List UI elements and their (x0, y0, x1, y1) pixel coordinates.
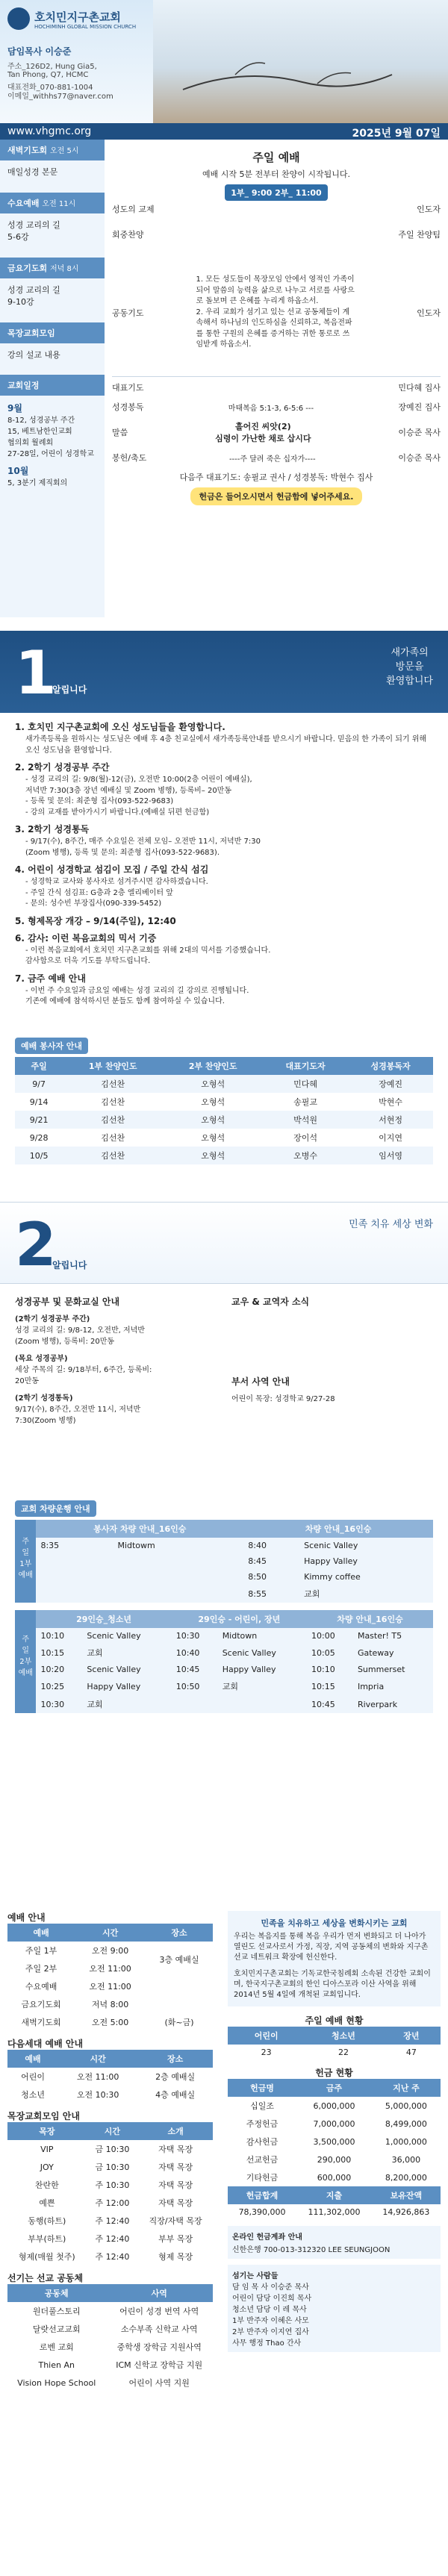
title-bar (0, 123, 448, 140)
mission-title: 선기는 선교 공동체 (7, 2273, 84, 2283)
worship-row: 공동기도 1. 모든 성도들이 목장모임 안에서 영적인 가족이 되어 말씀의 능력을 삶으로 나누고 서로를 사랑으로 돌보며 큰 은혜를 누리게 하옵소서. 2. 우리 교회가 섬기고 있는 선교 공동체들이 계속해서 하나님의 인도하심을 신뢰하고, 복음전파를 통한 구원의 은혜를 증거하는 귀한 통로로 쓰임받게 하옵소서. 인도자 (112, 249, 441, 376)
table-row: 10:15 교회 10:40 Scenic Valley 10:05 Gateway (40, 1647, 394, 1658)
news1-item-head: 7. 금주 예배 안내 (15, 973, 86, 984)
staff-title: 섬기는 사람들 (232, 2272, 279, 2280)
offer-title: 헌금 현황 (315, 2068, 353, 2078)
worship-rows (112, 203, 441, 505)
table-row: 10:25 Happy Valley 10:50 교회 10:15 Impria (40, 1681, 385, 1691)
dept-body: 어린이 목장: 성경학교 9/27-28 (231, 1395, 335, 1403)
schedule-title: 예배 봉사자 안내 (15, 1038, 88, 1054)
fri-body: 성경 교리의 길 9-10강 (7, 284, 60, 307)
staff-item: 어린이 담당 이진희 목사 (232, 2295, 312, 2303)
table-row: 23 22 47 (261, 2048, 417, 2057)
next-table: 예배 시간 장소 어린이 오전 11:00 2층 예배실 청소년 오전 10:30 4층 예배실 (7, 2050, 213, 2103)
news1-item-head: 2. 2학기 성경공부 주간 (15, 762, 110, 773)
account-title: 온라인 헌금계좌 안내 (232, 2233, 302, 2242)
common-prayer-text: 1. 모든 성도들이 목장모임 안에서 영적인 가족이 되어 말씀의 능력을 삶으로 나누고 서로를 사랑으로 돌보며 큰 은혜를 누리게 하옵소서. 2. 우리 교회가 섬기고 있는 선교 공동체들이 계속해서 하나님의 인도하심을 신뢰하고, 복음전파를 통한 구원의 은혜를 증거하는 귀한 통로로 쓰임받게 하옵소서. (196, 275, 355, 349)
bottom-right (228, 1911, 441, 2352)
vision-title: 민족을 치유하고 세상을 변화시키는 교회 (261, 1918, 408, 1928)
table-row: JOY 금 10:30 자택 목장 (40, 2162, 193, 2172)
table-row: 8:55 교회 (248, 1588, 320, 1599)
worship-row: 봉헌/축도 ----주 달려 죽은 십자가---- 이승준 목사 (112, 453, 441, 464)
meeting-title: 예배 안내 (7, 1912, 46, 1923)
table-row: 주일 2부 오전 11:00 (25, 1964, 131, 1974)
worship-row: 대표기도 민다혜 집사 (112, 383, 441, 393)
staff-box (228, 2265, 441, 2352)
shepherd-body: 강의 설교 내용 (7, 349, 60, 360)
table-row: 십일조 6,000,000 5,000,000 (250, 2101, 427, 2111)
calendar-month2-items: 5, 3분기 제직회의 (7, 479, 68, 487)
table-row: 10/5 김선찬 오형석 오병수 임서영 (15, 1147, 433, 1164)
table-row: 78,390,000 111,302,000 14,926,863 (238, 2207, 430, 2217)
website-link[interactable]: www.vhgmc.org (7, 125, 92, 137)
church-name: 호치민지구촌교회 (34, 10, 121, 24)
header (0, 0, 448, 123)
study-item-head: (2학기 성경공부 주간) (15, 1315, 90, 1323)
worship-row: 말씀 흘어진 씨앗(2) 심령이 가난한 채로 삽시다 이승준 목사 (112, 422, 441, 443)
table-row: 10:30 교회 10:45 Riverpark (40, 1699, 398, 1709)
serving-schedule (15, 1038, 433, 1164)
table-row: 원더풀스토리 어린이 성경 번역 사역 (32, 2307, 199, 2316)
news2-number: 2 (15, 1210, 57, 1279)
table-row: 청소년 오전 10:30 4층 예배실 (21, 2090, 196, 2100)
table-row: 9/7 김선찬 오형석 민다혜 장예진 (15, 1075, 433, 1093)
table-row: 찬란한 주 10:30 자택 목장 (34, 2180, 193, 2190)
news1-item-head: 4. 어린이 성경학교 섬김이 모집 / 주일 간식 섬김 (15, 864, 209, 875)
news1-items (15, 720, 433, 1012)
news1-label: 알립니다 (52, 684, 87, 695)
staff-item: 사무 행정 Thao 간사 (232, 2339, 302, 2348)
vision-box (228, 1911, 441, 2006)
staff-item: 담 임 목 사 이승준 목사 (232, 2283, 309, 2292)
study-item-body: 세상 주목의 길: 9/18부터, 6주간, 등록비: 20만동 (15, 1366, 152, 1385)
shepherd-table: 목장 시간 소개 VIP 금 10:30 자택 목장 JOY 금 10:30 자택 목장 찬란한 주 10:30 자택 목장 예쁜 주 12:00 자택 목장 동행(하트) 주 12:40 직장/자택 목장 부부(하트) 주 12:40 부부 목장 형제(매월 첫주) 주 12:40 형제 목장 (7, 2122, 213, 2265)
table-row: 수요예배 오전 11:00 (25, 1982, 131, 1992)
next-week-note: 다음주 대표기도: 송필교 권사 / 성경봉독: 박현수 집사 (179, 473, 373, 482)
van-table: 봉사자 차량 안내_16인승 차량 안내_16인승 8:35 Midtowm 8:40 Scenic Valley 8:45 Happy Valley 8:50 Kimmy coffee 8:55 교회 (36, 1520, 433, 1603)
study-item-head: (2학기 성경통독) (15, 1394, 73, 1403)
news2-side-title: 민족 치유 세상 변화 (349, 1219, 433, 1230)
table-row: 기타헌금 600,000 8,200,000 (246, 2172, 427, 2183)
news1-item-head: 3. 2학기 성경통독 (15, 824, 90, 835)
table-row: 금요기도회 저녁 8:00 (21, 2000, 129, 2009)
fri-title: 금요기도회 저녁 8시 (0, 258, 105, 278)
study-item-body: 성경 교리의 길: 9/8-12, 오전반, 저녁반 (Zoom 병행), 등록비: 20만동 (15, 1326, 145, 1346)
tree-branch-icon (153, 0, 448, 123)
church-email: 이메일_withhs77@naver.com (7, 93, 113, 101)
news1-item-head: 5. 형제목장 개강 – 9/14(주일), 12:40 (15, 915, 176, 926)
church-name-en: HOCHIMINH GLOBAL MISSION CHURCH (34, 24, 137, 30)
news1-number: 1 (15, 638, 57, 708)
table-row: 10:10 Scenic Valley 10:30 Midtown 10:00 Master! T5 (40, 1631, 402, 1641)
study-title: 성경공부 및 문화교실 안내 (15, 1297, 120, 1307)
news2-banner (0, 1202, 448, 1284)
news1-item-body: - 성경학교 교사와 봉사자로 섬겨주시면 감사하겠습니다. - 주일 간식 섬김표: G층과 2층 엘리베이터 앞 - 문의: 성수빈 부장집사(090-339-5452) (25, 878, 208, 908)
table-row: 9/21 김선찬 오형석 박석원 서현정 (15, 1111, 433, 1129)
table-row: 새벽기도회 오전 5:00 (화~금) (21, 2018, 194, 2027)
bulletin-date: 2025년 9월 07일 (352, 128, 441, 140)
account-number: 신한은행 700-013-312320 LEE SEUNGJOON (232, 2246, 391, 2254)
offering-note: 헌금은 들어오시면서 헌금함에 넣어주세요. (190, 487, 363, 505)
table-row: 달랏선교교회 소수부족 신학교 사역 (32, 2324, 198, 2334)
table-row: 형제(매월 첫주) 주 12:40 형제 목장 (18, 2252, 193, 2262)
church-phone: 대표전화_070-881-1004 (7, 84, 93, 92)
calendar-month2: 10월 (7, 466, 29, 476)
van2-side: 주 일 2부 예배 (15, 1610, 36, 1713)
schedule-table: 주일 1부 찬양인도 2부 찬양인도 대표기도자 성경봉독자 9/7 김선찬 오형석 민다혜 장예진 9/14 김선찬 오형석 송필교 박현수 9/21 김선찬 오형석 박석원 서현정 9/28 김선찬 오형석 장이석 이지연 10/5 김선찬 오형석 오병수 임서영 (15, 1057, 433, 1164)
news2-label: 알립니다 (52, 1260, 87, 1270)
table-row: 어린이 오전 11:00 2층 예배실 (21, 2072, 196, 2082)
bottom-left (7, 1911, 213, 2392)
news1-item-head: 6. 감사: 이런 복음교회의 믹서 기증 (15, 932, 157, 944)
meeting-table: 예배 시간 장소 주일 1부 오전 9:00 3층 예배실 주일 2부 오전 11:00 수요예배 오전 11:00 금요기도회 저녁 8:00 새벽기도회 오전 5:00 (화~금) (7, 1924, 213, 2031)
attend-table: 어린이 청소년 장년 23 22 47 (228, 2027, 441, 2060)
members-news (231, 1295, 433, 1403)
news1-item-body: - 이번 주 수요일과 금요일 예배는 성경 교리의 길 강의로 진행됩니다. 기존에 예배에 참석하시던 분들도 함께 참여하실 수 있습니다. (25, 986, 249, 1005)
table-row: VIP 금 10:30 자택 목장 (40, 2144, 193, 2154)
worship-order (112, 143, 441, 614)
van-schedule (15, 1500, 433, 1713)
worship-row: 성도의 교제 인도자 (112, 205, 441, 214)
vision-text2: 호치민지구촌교회는 기독교한국침례회 소속된 건강한 교회이며, 한국지구촌교회의 한인 디아스포라 이산 사역을 위해 2014년 5월 4일에 개척된 교회입니다. (234, 1970, 431, 1999)
church-address: 주소_126D2, Hung Gia5, Tan Phong, Q7, HCMC (7, 63, 97, 79)
members-title: 교우 & 교역자 소식 (231, 1297, 310, 1307)
table-row: 9/14 김선찬 오형석 송필교 박현수 (29, 1097, 402, 1107)
church-logo (7, 7, 138, 34)
news1-item-body: - 성경 교리의 길: 9/8(월)-12(금), 오전반 10:00(2층 어린이 예배실), 저녁반 7:30(3층 장년 예배실 및 Zoom 병행), 등록비– 20만동 - 등록 및 문의: 최준형 집사(093-522-9683) - 강의 교재를 받아가시기 바랍니다.(예배실 뒤편 헌금함) (25, 776, 252, 817)
news1-item-head: 1. 호치민 지구촌교회에 오신 성도님들을 환영합니다. (15, 722, 225, 732)
table-row: 주일 1부 오전 9:00 3층 예배실 (25, 1946, 199, 1965)
staff-item: 2부 반주자 이지연 집사 (232, 2328, 309, 2336)
shepherd-meeting-title: 목장교회모임 안내 (7, 2111, 80, 2121)
worship-times: 1부_ 9:00 2부_ 11:00 (225, 184, 327, 201)
calendar-body (0, 396, 105, 495)
next-title: 다음세대 예배 안내 (7, 2039, 84, 2049)
table-row: 8:35 Midtowm 8:40 Scenic Valley (40, 1541, 358, 1550)
table-row: Thien An ICM 신학교 장학금 지원 (38, 2360, 203, 2370)
calendar-title: 교회일정 (0, 375, 105, 396)
table-row: 감사헌금 3,500,000 1,000,000 (246, 2136, 427, 2147)
news1-item-body: - 9/17(수), 8주간, 매주 수요일은 전체 모임– 오전반 11시, 저녁반 7:30 (Zoom 병행), 등록 및 문의: 최준형 집사(093-522-9683). (25, 838, 261, 857)
pastor-name: 담임목사 이승준 (7, 46, 72, 57)
table-row: 주정헌금 7,000,000 8,499,000 (246, 2118, 427, 2129)
study-item-head: (목요 성경공부) (15, 1355, 68, 1363)
table-row: 부부(하트) 주 12:40 부부 목장 (28, 2234, 193, 2244)
worship-row: 성경봉독 마태복음 5:1-3, 6-5:6 --- 장예진 집사 (112, 402, 441, 413)
calendar-month1: 9월 (7, 403, 22, 414)
news1-item-body: - 이런 복음교회에서 호치민 지구촌교회를 위해 2대의 믹서를 기증했습니다. 감사함으로 더욱 기도를 부탁드립니다. (25, 946, 271, 965)
van2-table: 29인승_청소년 29인승 - 어린이, 장년 차량 안내_16인승 10:10 Scenic Valley 10:30 Midtown 10:00 Master! T5 10:15 교회 10:40 Scenic Valley 10:05 Gateway 10:20 Scenic Valley 10:45 Happy Valley 10:10 Summerset 10:25 Happy Valley 10:50 교회 10:15 Impria 10:30 교회 10:45 Riverpark (36, 1610, 433, 1713)
vision-text: 우리는 복음지를 통해 복음 우리가 먼저 변화되고 더 나아가 열린도 선교사로서 가정, 직장, 지역 공동체의 변화와 지구촌 선교 네트워크 확장에 헌신한다. (234, 1933, 429, 1962)
table-row: 10:20 Scenic Valley 10:45 Happy Valley 10:10 Summerset (40, 1665, 405, 1674)
dept-title: 부서 사역 안내 (231, 1376, 290, 1387)
table-row: 예쁜 주 12:00 자택 목장 (39, 2198, 193, 2208)
van-title: 교회 차량운행 안내 (15, 1500, 96, 1517)
table-row: 8:50 Kimmy coffee (248, 1572, 361, 1582)
table-row: 로벤 교회 중학생 장학금 지원사역 (39, 2342, 202, 2352)
table-row: 선교헌금 290,000 36,000 (246, 2154, 421, 2165)
account-box (228, 2226, 441, 2259)
sidebar (0, 140, 105, 617)
attend-title: 주일 예배 현황 (305, 2015, 364, 2026)
dawn-body: 매일성경 본문 (7, 167, 58, 177)
wed-title: 수요예배 오전 11시 (0, 193, 105, 213)
offer-table: 헌금명 금주 지난 주 십일조 6,000,000 5,000,000 주정헌금 7,000,000 8,499,000 감사헌금 3,500,000 1,000,000 선교헌금 290,000 36,000 기타헌금 600,000 8,200,000 헌금합계 지출 보유잔액 78,390,000 111,302,000 14,926,863 (228, 2079, 441, 2220)
table-row: 동행(하트) 주 12:40 직장/자택 목장 (28, 2216, 202, 2226)
shepherd-title: 목장교회모임 (0, 322, 105, 343)
mission-table: 공동체 사역 원더풀스토리 어린이 성경 번역 사역 달랏선교교회 소수부족 신학교 사역 로벤 교회 중학생 장학금 지원사역 Thien An ICM 신학교 장학금 지원 Vision Hope School 어린이 사역 지원 (7, 2284, 213, 2392)
worship-subtitle: 예배 시작 5분 전부터 찬양이 시작됩니다. (202, 169, 350, 179)
logo-mark-icon (7, 7, 30, 30)
header-photo (153, 0, 448, 123)
wed-body: 성경 교리의 길 5-6강 (7, 219, 60, 242)
table-row: Vision Hope School 어린이 사역 지원 (17, 2377, 190, 2388)
study-item-body: 9/17(수), 8주간, 오전반 11시, 저녁반 7:30(Zoom 병행) (15, 1406, 141, 1425)
table-row: 9/28 김선찬 오형석 장이석 이지연 (29, 1132, 402, 1143)
study-guide (15, 1295, 217, 1425)
worship-title: 주일 예배 (252, 151, 300, 164)
news1-item-body: 새가족등록을 원하시는 성도님은 예배 후 4층 친교실에서 새가족등록안내를 받으시기 바랍니다. 믿음의 한 가족이 되기 위해 오신 성도님을 환영합니다. (25, 735, 427, 755)
staff-item: 1부 반주자 이혜은 사모 (232, 2317, 309, 2325)
table-row: 8:45 Happy Valley (248, 1556, 358, 1566)
staff-item: 청소년 담당 이 레 목사 (232, 2306, 307, 2314)
calendar-month1-items: 8-12, 성경공부 주간 15, 베트남한인교회 협의회 월례회 27-28일, 어린이 성경학교 (7, 417, 94, 458)
van-side: 주 일 1부 예배 (15, 1520, 36, 1603)
worship-row: 회중찬양 주일 찬양팀 (112, 230, 441, 240)
news1-side-title: 새가족의 방문을 환영합니다 (386, 647, 433, 687)
dawn-title: 새벽기도회 오전 5시 (0, 140, 105, 160)
news1-banner (0, 631, 448, 713)
